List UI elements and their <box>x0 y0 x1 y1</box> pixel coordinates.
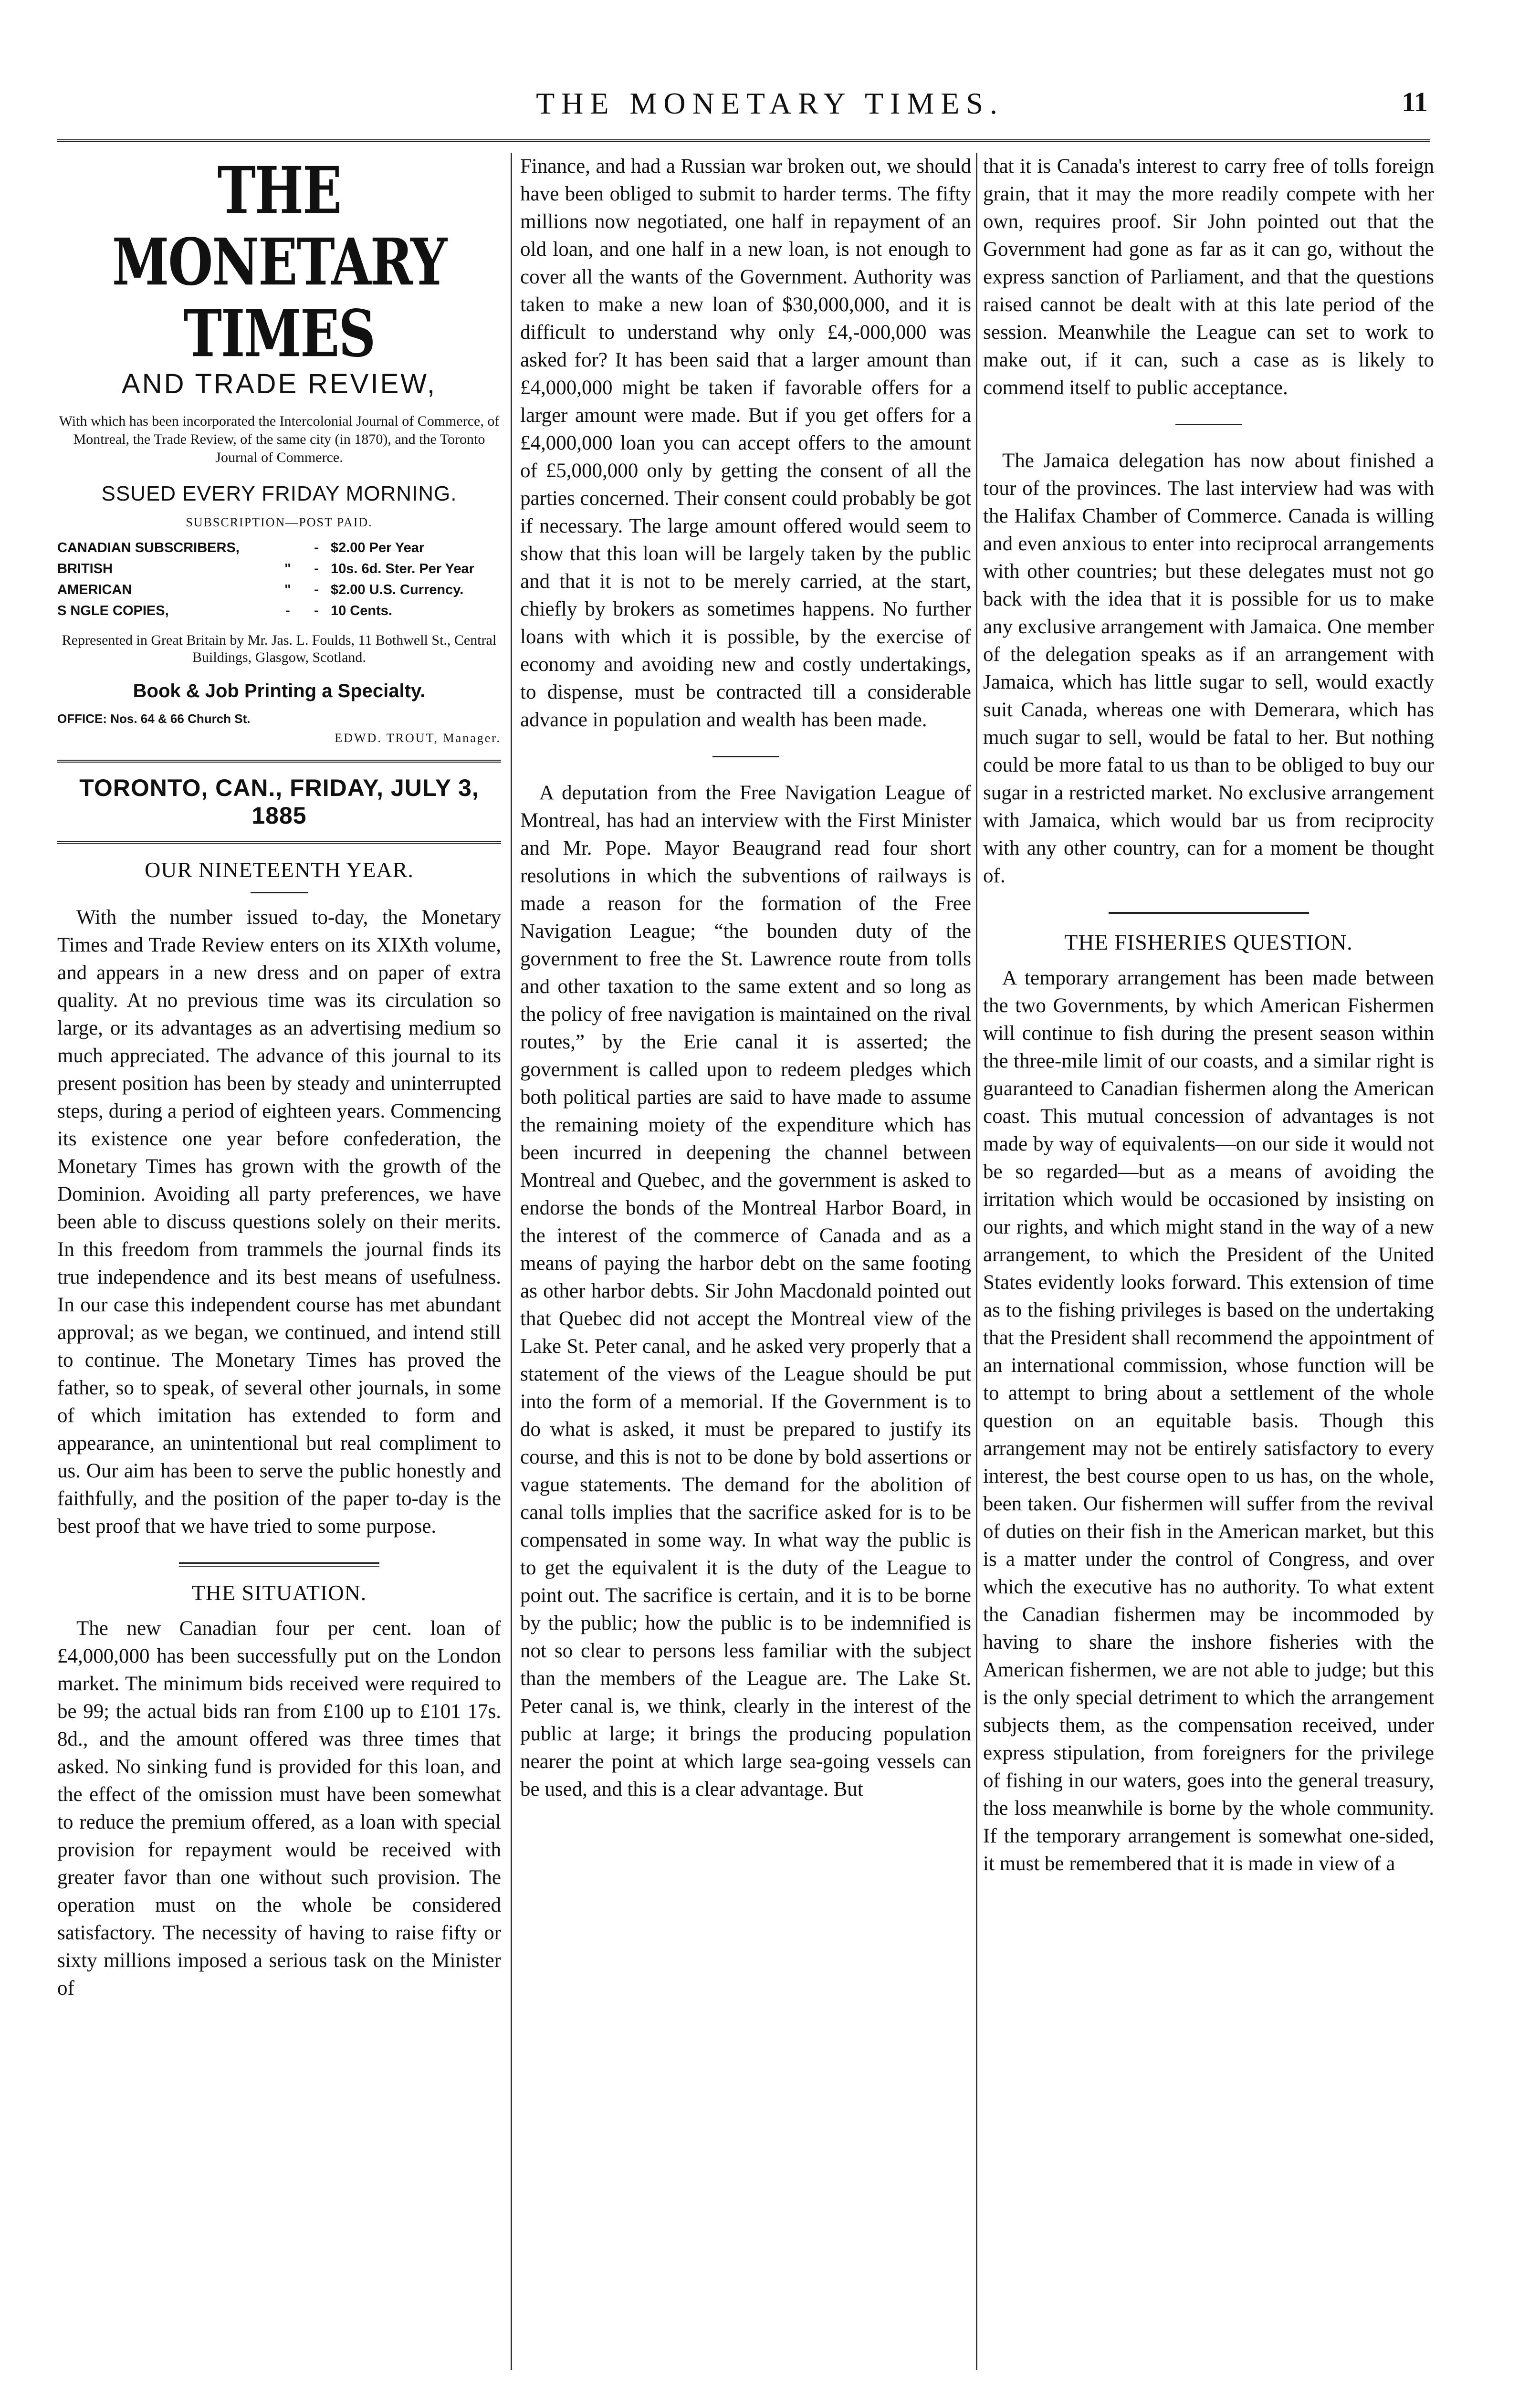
rate-label: AMERICAN <box>57 582 132 597</box>
article-paragraph: The new Canadian four per cent. loan of £4,000,000 has been successfully put on the London market. The minimum bids received were required to be 99; the actual bids ran from £100 up to £101 17s. 8d., and the amount offered was three times that asked. No sinking fund is provided for this loan, and the effect of the omission must have been somewhat to reduce the premium offered, as a loan with special provision for repayment would be received with greater favor than one without such provision. The operation must on the whole be considered satisfactory. The necessity of having to raise fifty or sixty millions imposed a serious task on the Minister of <box>57 1617 501 1999</box>
rate-label: S NGLE COPIES, <box>57 603 169 618</box>
rate-ditto <box>273 537 302 558</box>
column-rule <box>511 153 512 2370</box>
rate-row <box>57 558 501 579</box>
masthead-incorporated-note: With which has been incorporated the Intercolonial Journal of Commerce, of Montreal, the Trade Review, of the same city (in 1870), and the Toronto Journal of Commerce. <box>59 413 500 465</box>
header-rule <box>57 139 1430 142</box>
rule <box>57 841 501 844</box>
column-3 <box>983 153 1434 2367</box>
rate-dash: - <box>314 561 319 576</box>
article-paragraph: Finance, and had a Russian war broken out, we should have been obliged to submit to harder terms. The fifty millions now negotiated, one half in repayment of an old loan, and one half in a new loan, is not enough to cover all the wants of the Government. Authority was taken to make a new loan of $30,000,000, and it is difficult to understand why only £4,-000,000 was asked for? It has been said that a larger amount than £4,000,000 might be taken if favorable offers for a larger amount were made. But if you get offers for a £4,000,000 loan you can accept offers to the amount of £5,000,000 only by getting the consent of all the parties concerned. Their consent could probably be got if necessary. The large amount offered would seem to show that this loan will be largely taken by the public and that it is not to be merely carried, at the start, chiefly by brokers as sometimes happens. No further loans with which it is possible, by the exercise of economy and avoiding new and costly undertakings, to dispense, must be contracted till a considerable advance in population and wealth has been made. <box>520 155 971 731</box>
rate-label: BRITISH <box>57 561 113 576</box>
running-head <box>0 86 1540 129</box>
rule <box>1109 912 1309 916</box>
column-2 <box>520 153 971 2367</box>
article-paragraph: A deputation from the Free Navigation League of Montreal, has had an interview with the First Minister and Mr. Pope. Mayor Beaugrand read four short resolutions in which the subventions of railways is made a reason for the formation of the Free Navigation League; “the bounden duty of the government to free the St. Lawrence route from tolls and other taxation to the same extent and so long as the policy of free navigation is maintained on the rival routes,” by the Erie canal it is asserted; the government is called upon to redeem pledges which both political parties are said to have made to assume the remaining moiety of the expenditure which has been incurred in deepening the channel between Montreal and Quebec, and the government is asked to endorse the bonds of the Montreal Harbor Board, in the interest of the commerce of Canada and as a means of paying the harbor debt on the same footing as other harbor debts. Sir John Macdonald pointed out that Quebec did not accept the Montreal view of the Lake St. Peter canal, and he asked very properly that a statement of the views of the League should be put into the form of a memorial. If the Government is to do what is asked, it must be prepared to justify its course, and this is not to be done by bold assertions or vague statements. The demand for the abolition of canal tolls implies that the sacrifice asked for is to be compensated in some way. In what way the public is to get the equivalent it is the duty of the League to point out. The sacrifice is certain, and it is to be borne by the public; how the public is to be indemnified is not so clear to persons less familiar with the subject than the members of the League are. The Lake St. Peter canal is, we think, clearly in the interest of the public at large; it brings the producing population nearer the point at which large sea-going vessels can be used, and this is a clear advantage. But <box>520 782 971 1800</box>
article-paragraph: With the number issued to-day, the Monetary Times and Trade Review enters on its XIXth volume, and appears in a new dress and on paper of extra quality. At no previous time was its circulation so large, or its advantages as an advertising medium so much appreciated. The advance of this journal to its present position has been by steady and uninterrupted steps, during a period of eighteen years. Commencing its existence one year before confederation, the Monetary Times has grown with the growth of the Dominion. Avoiding all party preferences, we have been able to discuss questions solely on their merits. In this freedom from trammels the journal finds its true independence and its best means of usefulness. In our case this independent course has met abundant approval; as we began, we continued, and intend still to continue. The Monetary Times has proved the father, so to speak, of several other journals, in some of which imitation has extended to form and appearance, an unintentional but real compliment to us. Our aim has been to serve the public honestly and faithfully, and the position of the paper to-day is the best proof that we have tried to some purpose. <box>57 906 501 1538</box>
page-number: 11 <box>1402 86 1428 117</box>
rate-row <box>57 579 501 600</box>
book-job-printing: Book & Job Printing a Specialty. <box>133 680 426 701</box>
subscription-heading: SUBSCRIPTION—POST PAID. <box>186 515 373 529</box>
rate-price: 10s. 6d. Ster. Per Year <box>330 561 474 576</box>
rate-price: 10 Cents. <box>330 603 392 618</box>
column-rule <box>976 153 977 2370</box>
rate-price: $2.00 Per Year <box>330 540 425 555</box>
masthead-issued: SSUED EVERY FRIDAY MORNING. <box>101 482 457 505</box>
dateline: TORONTO, CAN., FRIDAY, JULY 3, 1885 <box>79 774 479 829</box>
rate-ditto: " <box>284 561 291 576</box>
masthead <box>57 153 501 745</box>
rate-dash: - <box>314 582 319 597</box>
rate-row <box>57 537 501 558</box>
rule <box>179 1562 379 1567</box>
rate-dash: - <box>314 603 319 618</box>
running-title: THE MONETARY TIMES. <box>536 86 1004 120</box>
rate-ditto: - <box>285 603 290 618</box>
subscription-rates-table <box>57 537 501 621</box>
article-paragraph: The Jamaica delegation has now about finished a tour of the provinces. The last interview had was with the Halifax Chamber of Commerce. Canada is willing and even anxious to enter into reciprocal arrangements with other countries; but these delegates must not go back with the idea that it is possible for us to make any exclusive arrangement with Jamaica. One member of the delegation speaks as if an arrangement with Jamaica, which has little sugar to sell, would exactly suit Canada, whereas one with Demerara, which has much sugar to sell, would be fatal to her. But nothing could be more fatal to us than to be obliged to buy our sugar in a restricted market. No exclusive arrangement with Jamaica, which would bar us from reciprocity with any other country, can for a moment be thought of. <box>983 450 1434 887</box>
section-heading-situation: THE SITUATION. <box>191 1580 367 1605</box>
section-heading-fisheries: THE FISHERIES QUESTION. <box>1064 930 1353 954</box>
rate-dash: - <box>314 540 319 555</box>
rule <box>251 892 308 893</box>
rate-row <box>57 600 501 621</box>
rate-ditto: " <box>284 582 291 597</box>
rule <box>57 760 501 763</box>
rate-label: CANADIAN SUBSCRIBERS, <box>57 540 240 555</box>
article-paragraph: that it is Canada's interest to carry free of tolls foreign grain, that it may the more readily compete with her own, requires proof. Sir John pointed out that the Government had gone as far as it can go, without the express sanction of Parliament, and that the questions raised cannot be dealt with at this late period of the session. Meanwhile the League can set to work to make out, if it can, such a case as is likely to commend itself to public acceptance. <box>983 155 1434 399</box>
article-paragraph: A temporary arrangement has been made between the two Governments, by which American Fishermen will continue to fish during the present season within the three-mile limit of our coasts, and a similar right is guaranteed to Canadian fishermen along the American coast. This mutual concession of advantages is not made by way of equivalents—on our side it would not be so regarded—but as a means of avoiding the irritation which would be occasioned by insisting on our rights, and which might stand in the way of a new arrangement, to which the President of the United States evidently looks forward. This extension of time as to the fishing privileges is based on the undertaking that the President shall recommend the appointment of an international commission, whose function will be to attempt to bring about a settlement of the whole question on an equitable basis. Though this arrangement may not be entirely satisfactory to every interest, the best course open to us has, on the whole, been taken. Our fishermen will suffer from the revival of duties on their fish in the American market, but this is a matter under the control of Congress, and over which the executive has no authority. To what extent the Canadian fishermen may be incommoded by having to share the inshore fisheries with the American fishermen, we are not able to judge; but this is the only special detriment to which the arrangement subjects them, as the compensation received, under express stipulation, from foreigners for the privilege of fishing in our waters, goes into the general treasury, the loss meanwhile is borne by the whole community. If the temporary arrangement is somewhat one-sided, it must be remembered that it is made in view of a <box>983 967 1434 1875</box>
rate-price: $2.00 U.S. Currency. <box>330 582 464 597</box>
masthead-title: THE MONETARY TIMES <box>112 153 447 372</box>
office-address: OFFICE: Nos. 64 & 66 Church St. <box>57 712 251 726</box>
masthead-subtitle: AND TRADE REVIEW, <box>122 368 437 399</box>
manager-name: EDWD. TROUT, Manager. <box>335 731 501 745</box>
column-1 <box>57 153 501 2367</box>
representative-note: Represented in Great Britain by Mr. Jas. L. Foulds, 11 Bothwell St., Central Buildings, Glasgow, Scotland. <box>62 632 497 665</box>
rule <box>1175 424 1242 425</box>
rule <box>712 756 779 757</box>
section-heading-nineteenth-year: OUR NINETEENTH YEAR. <box>145 858 414 882</box>
